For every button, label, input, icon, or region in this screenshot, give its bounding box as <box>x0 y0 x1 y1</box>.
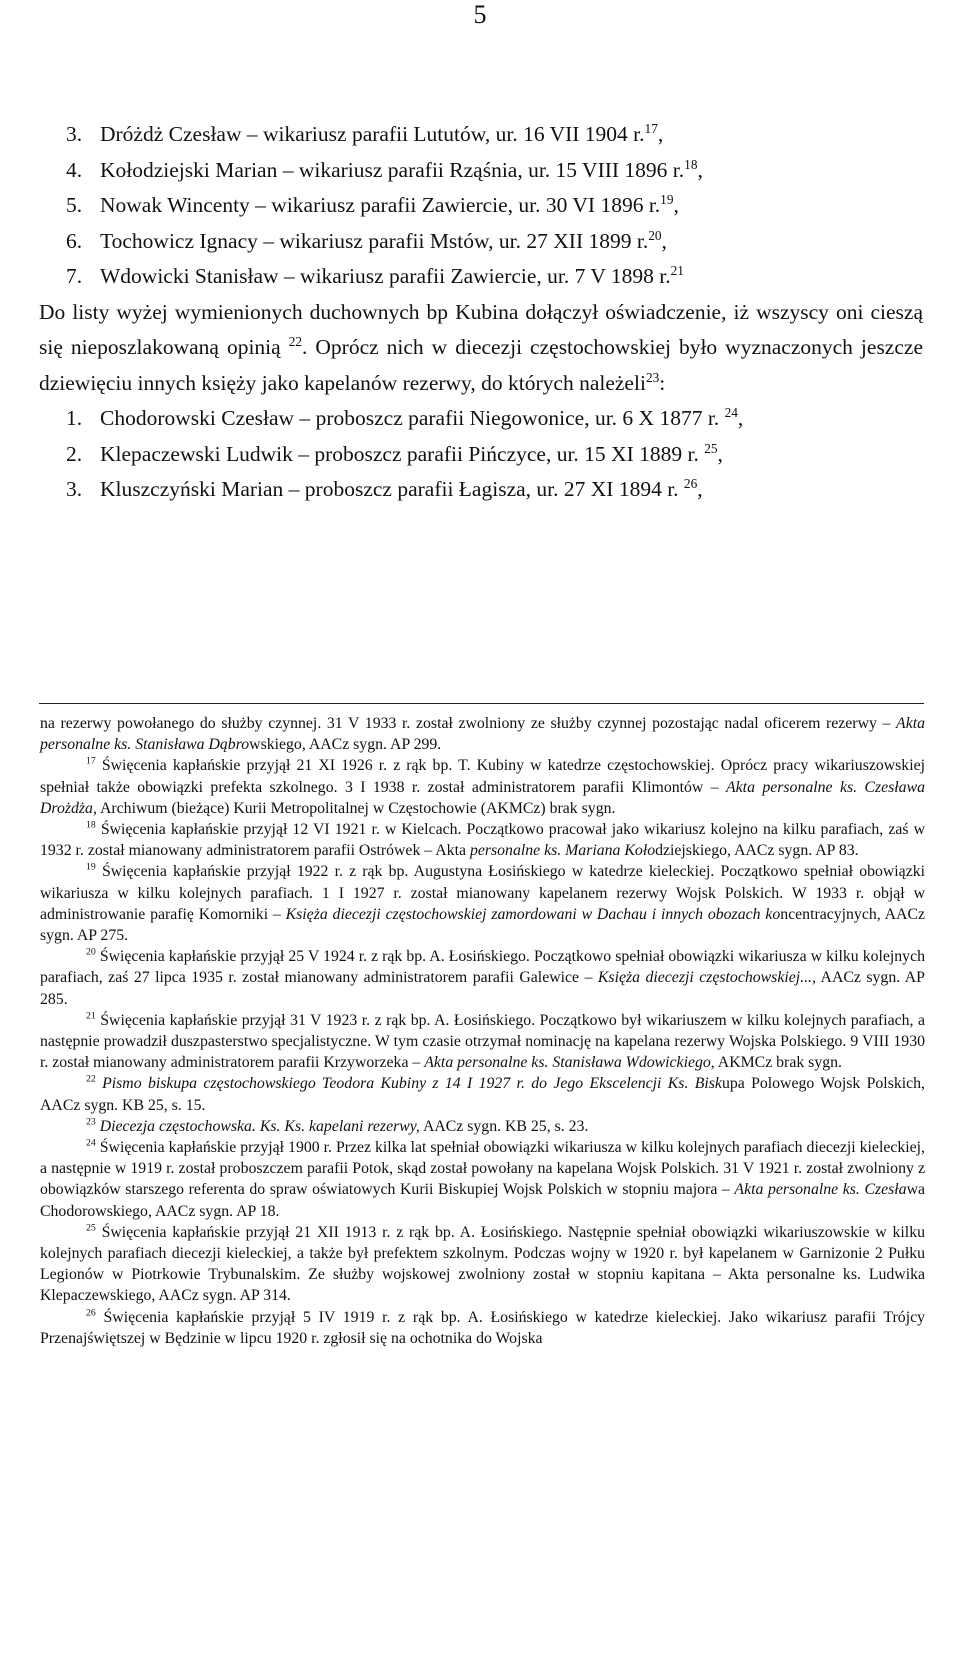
footnote-19: $^{19}$ Święcenia kapłańskie przyjął 1922 r. z rąk bp. Augustyna Łosińskiego w katedrze kieleckiej. Początkowo spełniał obowiązki wikariusza w kilku kolejnych parafiach. 1 I 1927 r. został mianowany kapelanem rezerwy Wojsk Polskich. W 1933 r. objął w administrowanie parafię Komorniki – Księża diecezji częstochowskiej zamordowani w Dachau i innych obozach koncentracyjnych, AACz sygn. AP 275. <box>40 862 925 945</box>
footnote-number: 17 <box>86 756 96 768</box>
footnote-ref[interactable]: 22 <box>288 333 303 349</box>
list-item <box>39 153 923 189</box>
footnote-ref[interactable]: 24 <box>724 404 738 420</box>
list-item-number: 7. <box>66 264 83 288</box>
footnote-23: $^{23}$ Diecezja częstochowska. Ks. Ks. kapelani rezerwy, AACz sygn. KB 25, s. 23. <box>86 1116 589 1135</box>
footnote-number: 24 <box>86 1137 96 1149</box>
list-item-text: Kluszczyński Marian – proboszcz parafii Łagisza, ur. 27 XI 1894 r. $^{26}$, <box>100 475 703 501</box>
footnote-24: $^{24}$ Święcenia kapłańskie przyjął 1900 r. Przez kilka lat spełniał obowiązki wikariusza w kilku kolejnych parafiach diecezji kieleckiej, a następnie w 1919 r. został proboszczem parafii Potok, skąd został powołany na kapelana Wojsk Polskich. 31 V 1921 r. został zwolniony z obowiązków starszego referenta do spraw oświatowych Kurii Biskupiej Wojsk Polskich w stopniu majora – Akta personalne ks. Czesława Chodorowskiego, AACz sygn. AP 18. <box>40 1137 925 1220</box>
list-item-text: Klepaczewski Ludwik – proboszcz parafii Pińczyce, ur. 15 XI 1889 r. $^{25}$, <box>100 440 723 466</box>
footnote-number: 23 <box>86 1116 96 1128</box>
footnote-number: 21 <box>86 1010 96 1022</box>
footnote-22: $^{22}$ Pismo biskupa częstochowskiego Teodora Kubiny z 14 I 1927 r. do Jego Ekscelencji Ks. Biskupa Polowego Wojsk Polskich, AACz sygn. KB 25, s. 15. <box>40 1074 925 1114</box>
list-item <box>39 224 923 260</box>
footnote-number: 20 <box>86 946 96 958</box>
list-item-number: 1. <box>66 406 83 430</box>
footnote-ref[interactable]: 18 <box>684 156 698 172</box>
list-item <box>39 472 923 508</box>
list-item <box>39 437 923 473</box>
footnote-number: 19 <box>86 862 96 874</box>
main-text <box>39 117 923 508</box>
footnote-number: 25 <box>86 1222 96 1234</box>
list-item-text: Kołodziejski Marian – wikariusz parafii Rząśnia, ur. 15 VIII 1896 r.$^{18}$, <box>100 156 703 182</box>
footnote-ref[interactable]: 17 <box>644 120 658 136</box>
list-item-text: Tochowicz Ignacy – wikariusz parafii Mstów, ur. 27 XII 1899 r.$^{20}$, <box>100 227 667 253</box>
list-item-number: 3. <box>66 122 83 146</box>
list-item-text: Chodorowski Czesław – proboszcz parafii Niegowonice, ur. 6 X 1877 r. $^{24}$, <box>100 404 744 430</box>
list-item-number: 6. <box>66 228 83 253</box>
footnote-ref[interactable]: 19 <box>660 191 674 207</box>
footnote-21: $^{21}$ Święcenia kapłańskie przyjął 31 V 1923 r. z rąk bp. A. Łosińskiego. Początkowo był wikariuszem w kilku kolejnych parafiach, a następnie prowadził duszpasterstwo specjalistyczne. W tym czasie otrzymał nominację na kapelana rezerwy Wojska Polskiego. 9 VIII 1930 r. został mianowany administratorem parafii Krzyworzeka – Akta personalne ks. Stanisława Wdowickiego, AKMCz brak sygn. <box>40 1010 925 1072</box>
footnote-18: $^{18}$ Święcenia kapłańskie przyjął 12 VI 1921 r. w Kielcach. Początkowo pracował jako wikariusz kolejno na kilku parafiach, zaś w 1932 r. został mianowany administratorem parafii Ostrówek – Akta personalne ks. Mariana Kołodziejskiego, AACz sygn. AP 83. <box>40 819 925 860</box>
list-item <box>39 117 923 153</box>
footnote-ref[interactable]: 25 <box>704 440 718 456</box>
footnote-number: 22 <box>86 1074 96 1086</box>
body-paragraph: Do listy wyżej wymienionych duchownych bp Kubina dołączył oświadczenie, iż wszyscy oni cieszą się nieposzlakowaną opinią $^{22}$. Oprócz nich w diecezji częstochowskiej było wyznaczonych jeszcze dziewięciu innych księży jako kapelanów rezerwy, do których należeli$^{23}$: <box>39 299 923 395</box>
footnote-25: $^{25}$ Święcenia kapłańskie przyjął 21 XII 1913 r. z rąk bp. A. Łosińskiego. Następnie spełniał obowiązki wikariuszowskie w kilku kolejnych parafiach diecezji kieleckiej, a także był prefektem szkolnym. Podczas wojny w 1920 r. był kapelanem w Garnizonie 2 Pułku Legionów w Piotrkowie Trybunalskim. Ze służby wojskowej zwolniony został w stopniu kapitana – Akta personalne ks. Ludwika Klepaczewskiego, AACz sygn. AP 314. <box>40 1222 925 1305</box>
list-item-text: Wdowicki Stanisław – wikariusz parafii Zawiercie, ur. 7 V 1898 r.$^{21}$ <box>100 262 684 288</box>
footnote-ref[interactable]: 23 <box>645 369 660 385</box>
list-item-number: 4. <box>66 157 83 182</box>
footnote-ref[interactable]: 21 <box>670 262 684 278</box>
footnote-number: 26 <box>86 1307 96 1319</box>
list-item-text: Dróżdż Czesław – wikariusz parafii Lututów, ur. 16 VII 1904 r.$^{17}$, <box>100 120 664 146</box>
footnote-20: $^{20}$ Święcenia kapłańskie przyjął 25 V 1924 r. z rąk bp. A. Łosińskiego. Początkowo spełniał obowiązki wikariusza w kilku kolejnych parafiach, zaś 27 lipca 1935 r. został mianowany administratorem parafii Galewice – Księża diecezji częstochowskiej..., AACz sygn. AP 285. <box>40 946 925 1008</box>
footnote-number: 18 <box>86 819 96 831</box>
list-item-number: 3. <box>66 477 83 501</box>
page-number: 5 <box>473 0 487 29</box>
list-item <box>39 401 923 437</box>
footnote-continuation: na rezerwy powołanego do służby czynnej. 31 V 1933 r. został zwolniony ze służby czynnej pozostając nadal oficerem rezerwy – Akta personalne ks. Stanisława Dąbrowskiego, AACz sygn. AP 299. <box>40 715 925 754</box>
footnote-separator <box>39 703 924 704</box>
footnote-17: $^{17}$ Święcenia kapłańskie przyjął 21 XI 1926 r. z rąk bp. T. Kubiny w katedrze częstochowskiej. Oprócz pracy wikariuszowskiej spełniał także obowiązki prefekta szkolnego. 3 I 1938 r. został administratorem parafii Klimontów – Akta personalne ks. Czesława Drożdża, Archiwum (bieżące) Kurii Metropolitalnej w Częstochowie (AKMCz) brak sygn. <box>40 756 926 817</box>
footnote-26: $^{26}$ Święcenia kapłańskie przyjął 5 IV 1919 r. z rąk bp. A. Łosińskiego w katedrze kieleckiej. Jako wikariusz parafii Trójcy Przenajświętszej w Będzinie w lipcu 1920 r. zgłosił się na ochotnika do Wojska <box>40 1307 925 1347</box>
footnotes <box>40 713 925 1349</box>
footnote-ref[interactable]: 26 <box>683 475 698 491</box>
list-item <box>39 188 923 224</box>
list-item <box>39 259 923 295</box>
list-item-number: 5. <box>66 193 83 217</box>
footnote-ref[interactable]: 20 <box>648 227 662 243</box>
list-item-text: Nowak Wincenty – wikariusz parafii Zawiercie, ur. 30 VI 1896 r.$^{19}$, <box>100 191 679 217</box>
list-item-number: 2. <box>66 441 83 466</box>
